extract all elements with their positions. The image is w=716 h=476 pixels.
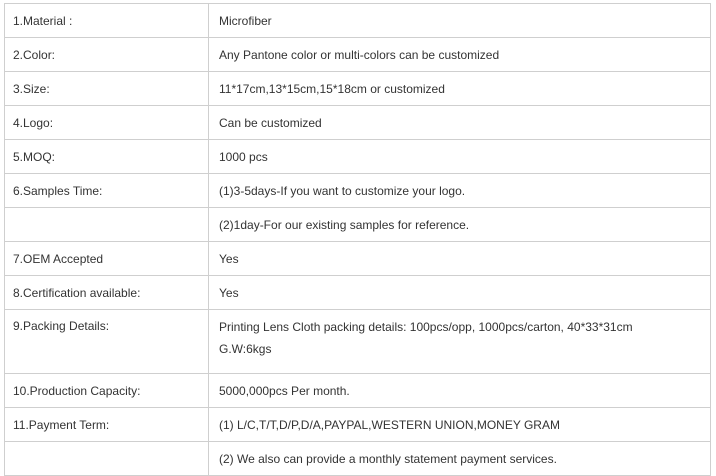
row-value: Yes <box>209 242 711 276</box>
row-value-line-1: Printing Lens Cloth packing details: 100pcs/opp, 1000pcs/carton, 40*33*31cm <box>219 320 633 334</box>
row-value: (2) We also can provide a monthly statement payment services. <box>209 442 711 476</box>
row-value: 1000 pcs <box>209 140 711 174</box>
table-row-samples-time <box>5 174 711 208</box>
table-row-logo <box>5 106 711 140</box>
table-row-samples-time-2 <box>5 208 711 242</box>
row-label: 10.Production Capacity: <box>5 374 209 408</box>
row-label: 3.Size: <box>5 72 209 106</box>
row-label <box>5 442 209 476</box>
table-row-production-capacity <box>5 374 711 408</box>
table-row-material <box>5 4 711 38</box>
product-spec-table <box>4 3 711 476</box>
table-row-size <box>5 72 711 106</box>
row-label: 8.Certification available: <box>5 276 209 310</box>
row-label: 5.MOQ: <box>5 140 209 174</box>
row-label: 9.Packing Details: <box>5 310 209 374</box>
row-value-line-2: G.W:6kgs <box>219 342 272 356</box>
row-value: 11*17cm,13*15cm,15*18cm or customized <box>209 72 711 106</box>
row-value: Microfiber <box>209 4 711 38</box>
table-row-moq <box>5 140 711 174</box>
row-label: 6.Samples Time: <box>5 174 209 208</box>
row-value: 5000,000pcs Per month. <box>209 374 711 408</box>
row-label <box>5 208 209 242</box>
row-value: Any Pantone color or multi-colors can be customized <box>209 38 711 72</box>
table-row-packing <box>5 310 711 374</box>
row-label: 11.Payment Term: <box>5 408 209 442</box>
row-label: 7.OEM Accepted <box>5 242 209 276</box>
row-value: (1) L/C,T/T,D/P,D/A,PAYPAL,WESTERN UNION,MONEY GRAM <box>209 408 711 442</box>
table-row-certification <box>5 276 711 310</box>
row-value <box>209 310 711 374</box>
table-row-oem <box>5 242 711 276</box>
row-value: (2)1day-For our existing samples for reference. <box>209 208 711 242</box>
row-value: Can be customized <box>209 106 711 140</box>
row-label: 2.Color: <box>5 38 209 72</box>
row-value: (1)3-5days-If you want to customize your logo. <box>209 174 711 208</box>
row-label: 4.Logo: <box>5 106 209 140</box>
table-row-payment-term <box>5 408 711 442</box>
table-row-payment-term-2 <box>5 442 711 476</box>
row-label: 1.Material : <box>5 4 209 38</box>
table-row-color <box>5 38 711 72</box>
row-value: Yes <box>209 276 711 310</box>
